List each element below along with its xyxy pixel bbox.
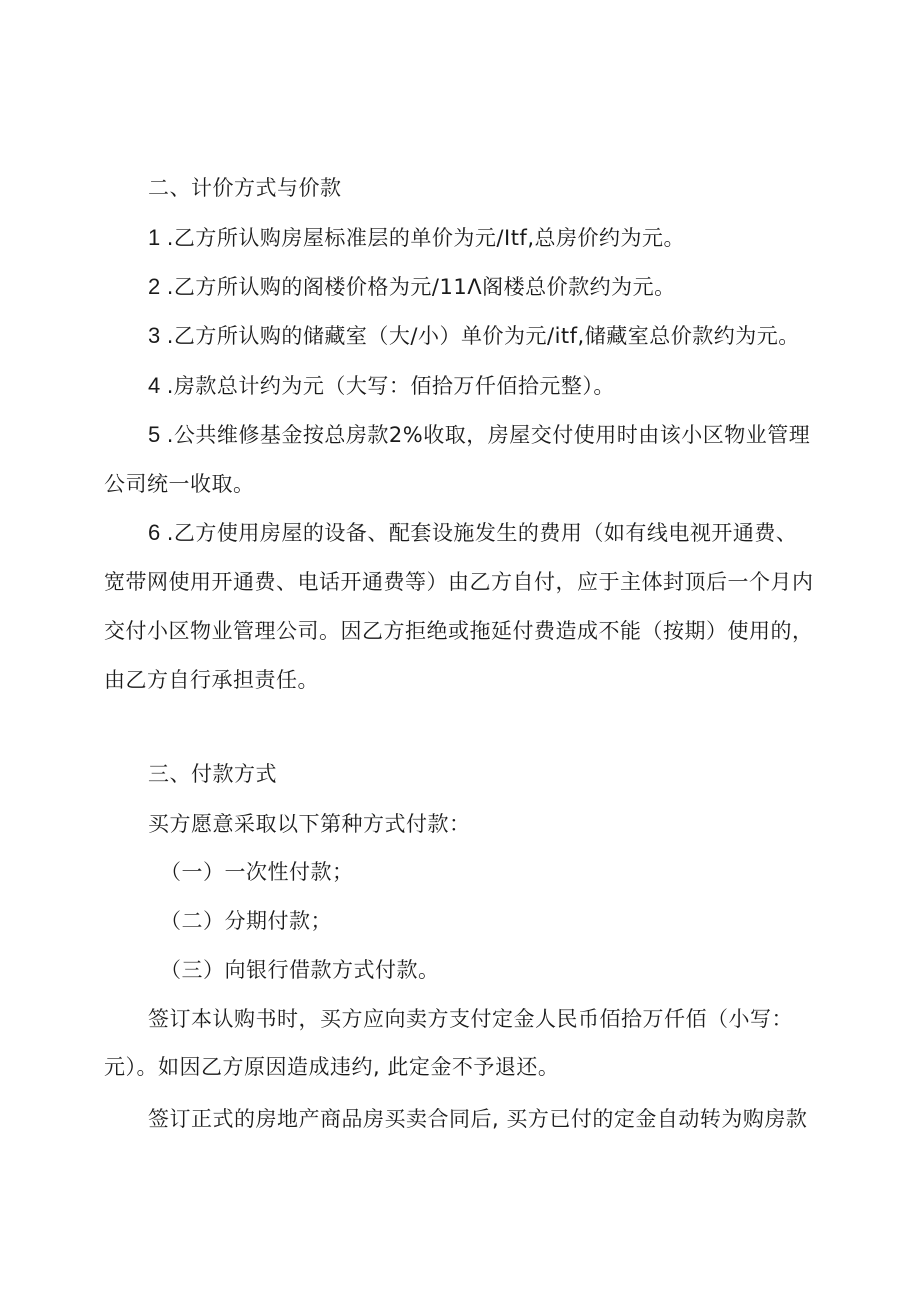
section2-item-6-continuation: 由乙方自行承担责任。 bbox=[104, 668, 319, 692]
item-number: 5 bbox=[148, 422, 161, 447]
item-number: 6 bbox=[148, 520, 161, 545]
item-number: 1 bbox=[148, 225, 161, 250]
payment-option-1: （一）一次性付款； bbox=[160, 860, 354, 884]
item-text: .乙方所认购房屋标准层的单价为元/Itf,总房价约为元。 bbox=[166, 226, 685, 250]
section3-heading: 三、付款方式 bbox=[148, 762, 277, 786]
item-text: .公共维修基金按总房款2%收取，房屋交付使用时由该小区物业管理 bbox=[166, 423, 811, 447]
item-text: .乙方所认购的阁楼价格为元/11Λ阁楼总价款约为元。 bbox=[166, 275, 676, 299]
section2-item-2 bbox=[148, 273, 676, 301]
section2-item-4 bbox=[148, 372, 615, 400]
deposit-clause-line-1: 签订本认购书时，买方应向卖方支付定金人民币佰拾万仟佰（小写： bbox=[148, 1007, 793, 1031]
item-number: 2 bbox=[148, 274, 161, 299]
item-number: 4 bbox=[148, 373, 161, 398]
item-text: .乙方所认购的储藏室（大/小）单价为元/itf,储藏室总价款约为元。 bbox=[166, 324, 800, 348]
section2-heading: 二、计价方式与价款 bbox=[148, 176, 342, 200]
section2-item-1 bbox=[148, 224, 685, 252]
section2-item-6-continuation: 交付小区物业管理公司。因乙方拒绝或拖延付费造成不能（按期）使用的， bbox=[104, 619, 814, 643]
section2-item-5 bbox=[148, 421, 810, 449]
section2-item-5-continuation: 公司统一收取。 bbox=[104, 472, 255, 496]
item-number: 3 bbox=[148, 323, 161, 348]
deposit-clause-line-2: 元）。如因乙方原因造成违约, 此定金不予退还。 bbox=[104, 1055, 560, 1079]
section2-item-6 bbox=[148, 519, 797, 547]
section3-intro: 买方愿意采取以下第种方式付款： bbox=[148, 812, 471, 836]
section2-item-3 bbox=[148, 322, 800, 350]
section2-item-6-continuation: 宽带网使用开通费、电话开通费等）由乙方自付，应于主体封顶后一个月内 bbox=[104, 570, 814, 594]
item-text: .乙方使用房屋的设备、配套设施发生的费用（如有线电视开通费、 bbox=[166, 521, 798, 545]
item-text: .房款总计约为元（大写：佰拾万仟佰拾元整）。 bbox=[166, 374, 615, 398]
contract-clause-line: 签订正式的房地产商品房买卖合同后, 买方已付的定金自动转为购房款 bbox=[148, 1107, 808, 1131]
payment-option-2: （二）分期付款； bbox=[160, 909, 332, 933]
payment-option-3: （三）向银行借款方式付款。 bbox=[160, 958, 440, 982]
